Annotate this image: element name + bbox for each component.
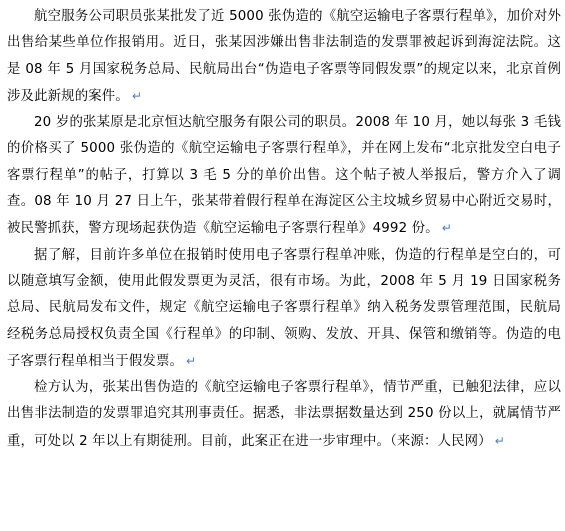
paragraph-mark-icon: ↵: [494, 433, 505, 448]
paragraph-2: [7, 110, 561, 242]
paragraph-mark-icon: ↵: [186, 353, 197, 368]
paragraph-mark-icon: ↵: [131, 88, 143, 103]
paragraph-1: [7, 4, 561, 110]
paragraph-4-text: 检方认为，张某出售伪造的《航空运输电子客票行程单》，情节严重，已触犯法律，应以出售非法制造的发票罪追究其刑事责任。据悉，非法票据数量达到 250 份以上，就属情节严重，可处以 2 年以上有期徒刑。目前，此案正在进一步审理中。（来源：人民网）: [7, 380, 561, 449]
paragraph-2-text: 20 岁的张某原是北京恒达航空服务有限公司的职员。2008 年 10 月，她以每张 3 毛钱的价格买了 5000 张伪造的《航空运输电子客票行程单》，并在网上发布“北京批发空白电子客票行程单”的帖子，打算以 3 毛 5 分的单价出售。这个帖子被人举报后，警方介入了调查。08 年 10 月 27 日上午，张某带着假行程单在海淀区公主坟城乡贸易中心附近交易时，被民警抓获，警方现场起获伪造《航空运输电子客票行程单》4992 份。: [7, 115, 561, 237]
paragraph-4: [7, 375, 561, 455]
paragraph-1-text: 航空服务公司职员张某批发了近 5000 张伪造的《航空运输电子客票行程单》，加价对外出售给某些单位作报销用。近日，张某因涉嫌出售非法制造的发票罪被起诉到海淀法院。这是 08 年 5 月国家税务总局、民航局出台“伪造电子客票等同假发票”的规定以来，北京首例涉及此新规的案件。: [7, 9, 561, 104]
paragraph-mark-icon: ↵: [441, 221, 452, 236]
paragraph-3-text: 据了解，目前许多单位在报销时使用电子客票行程单冲账，伪造的行程单是空白的，可以随意填写金额，使用此假发票更为灵活，很有市场。为此，2008 年 5 月 19 日国家税务总局、民航局发布文件，规定《航空运输电子客票行程单》纳入税务发票管理范围，民航局经税务总局授权负责全国《行程单》的印制、领购、发放、开具、保管和缴销等。伪造的电子客票行程单相当于假发票。: [7, 247, 561, 369]
paragraph-3: [7, 243, 561, 375]
